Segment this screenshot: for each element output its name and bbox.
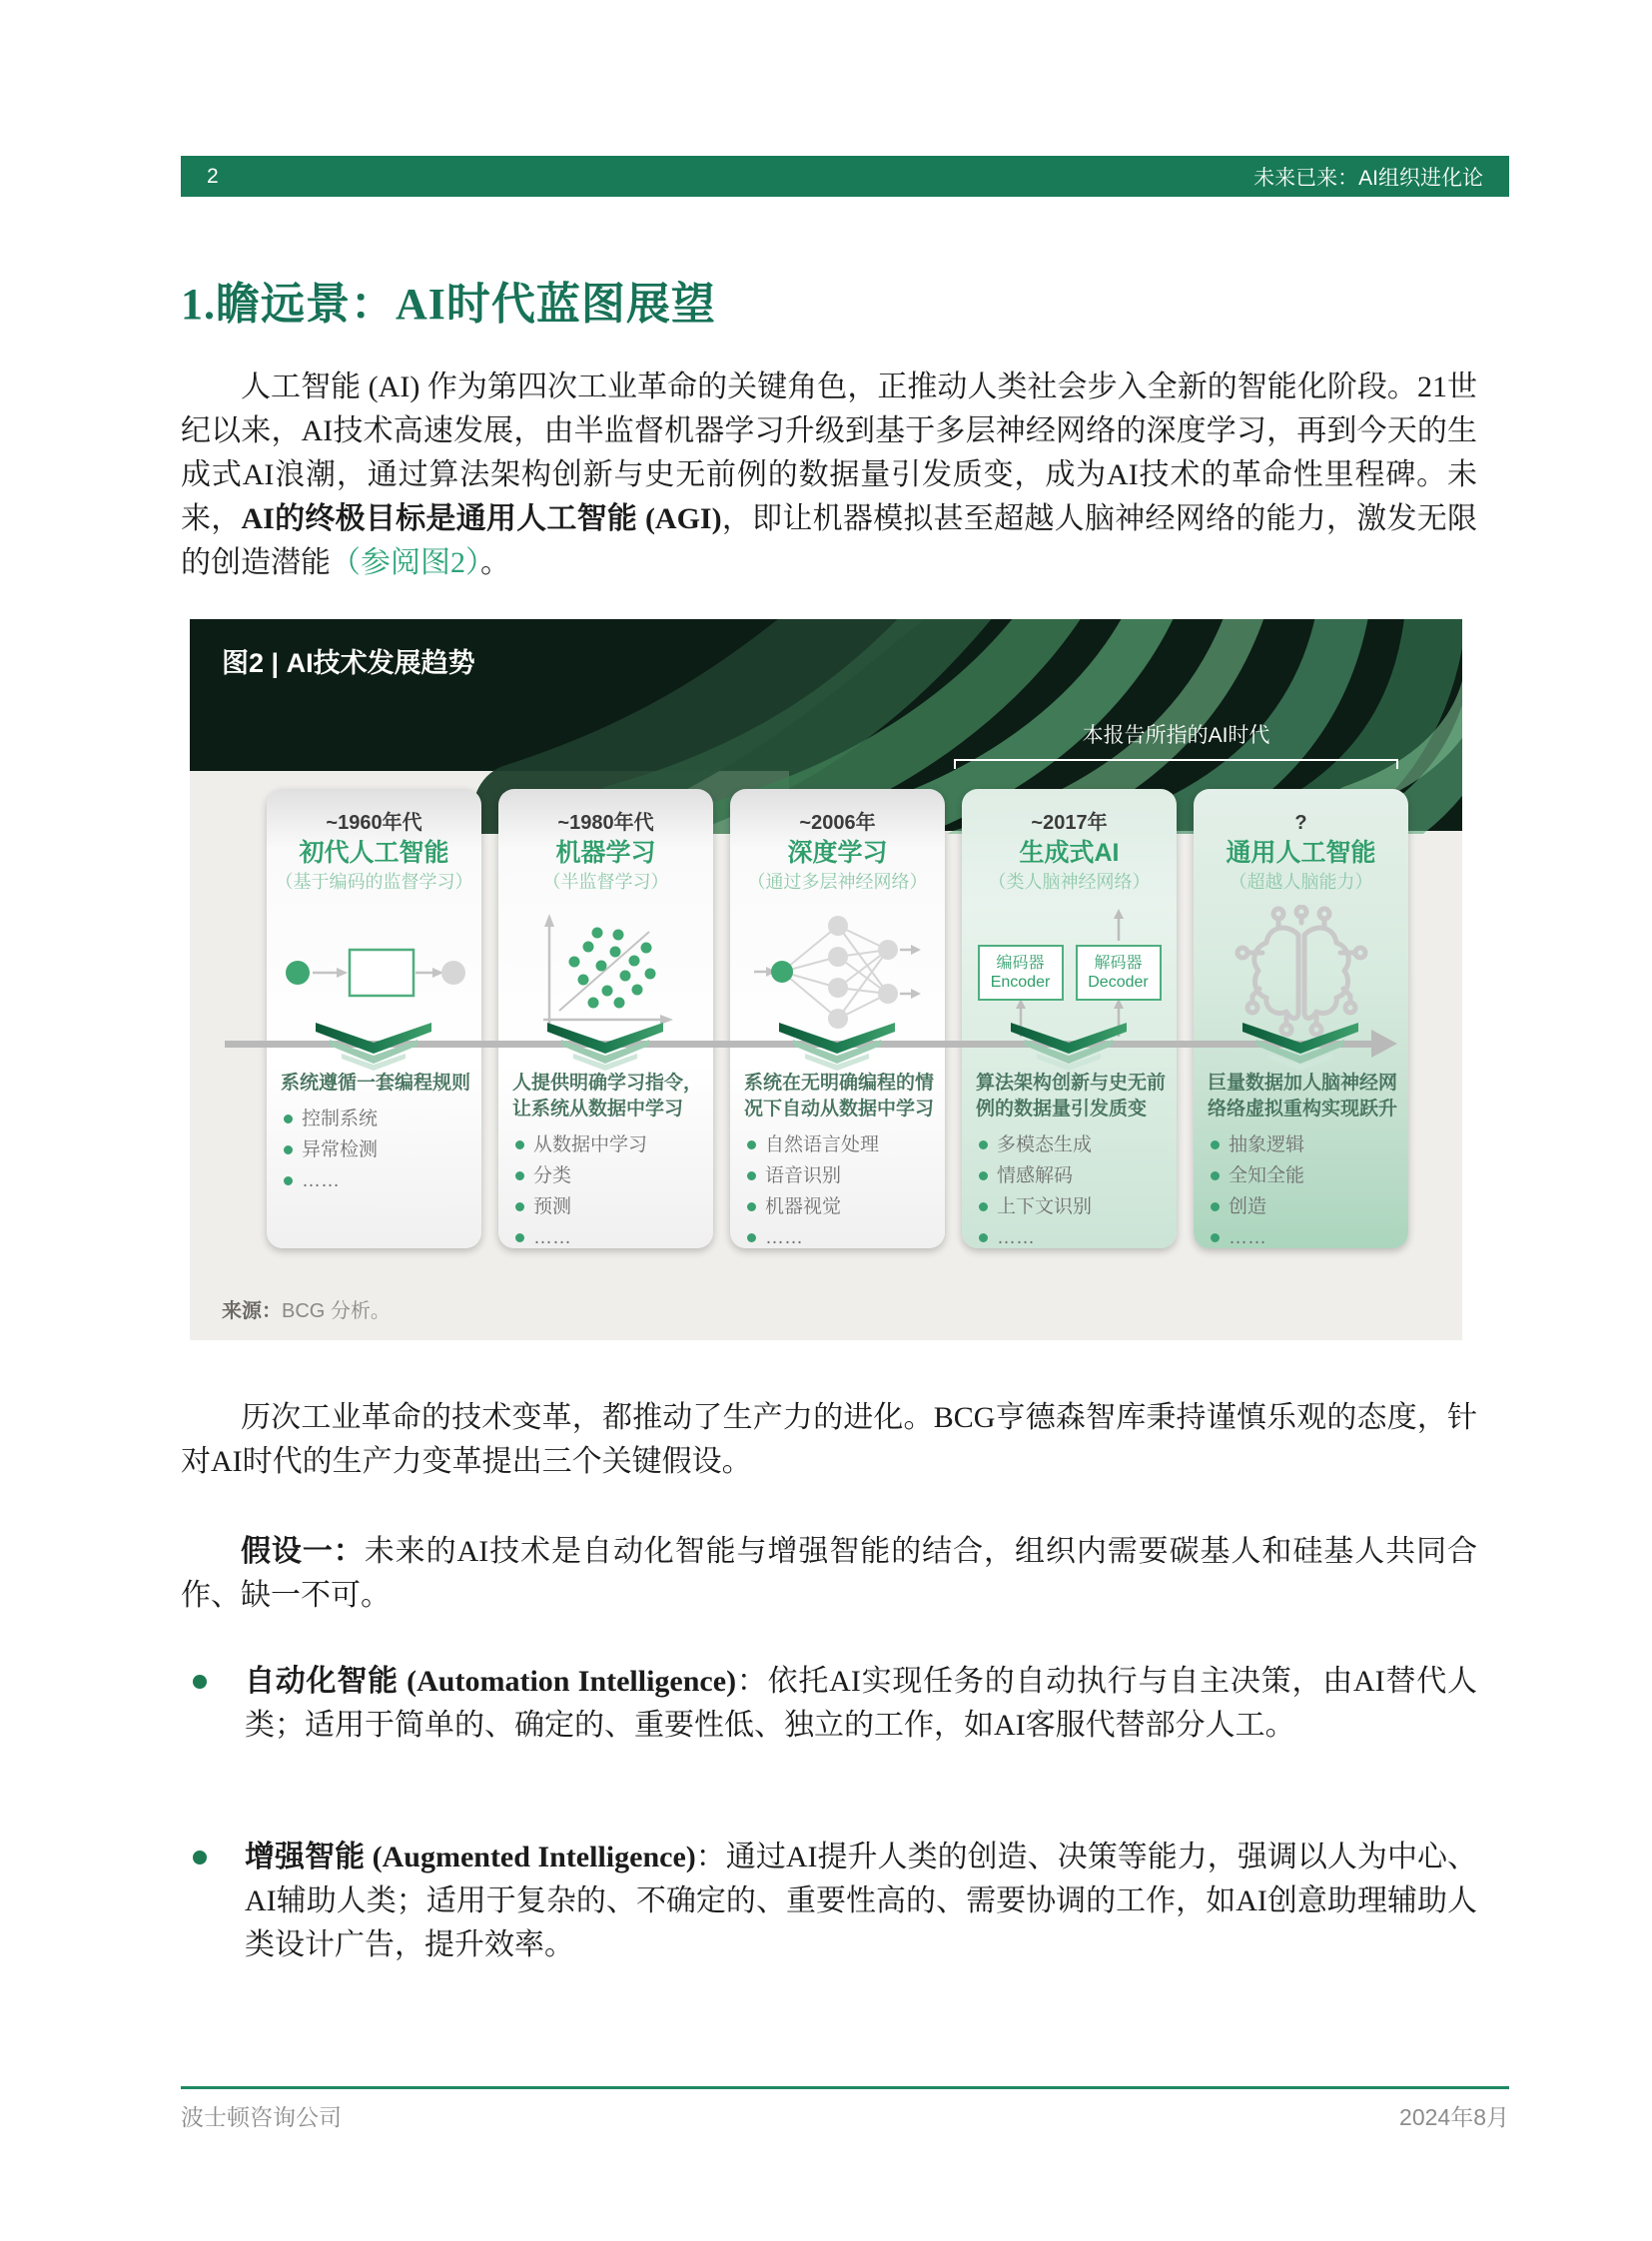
list-item-augmented-intelligence xyxy=(181,1836,1477,1967)
column-bullet: 从数据中学习 xyxy=(512,1129,704,1160)
figure-column-5 xyxy=(1194,789,1408,1248)
intro-text: 人工智能 (AI) 作为第四次工业革命的关键角色，正推动人类社会步入全新的智能化阶段。21世纪以来，AI技术高速发展，由半监督机器学习升级到基于多层神经网络的深度学习，再到今天的生成式AI浪潮，通过算法架构创新与史无前例的数据量引发质变，成为AI技术的革命性里程碑。未来， xyxy=(181,371,1477,535)
column-bullet: …… xyxy=(744,1222,936,1253)
column-heading: 巨量数据加人脑神经网络络虚拟重构实现跃升 xyxy=(1208,1073,1398,1120)
column-title: 机器学习 xyxy=(555,839,656,867)
column-bullet: 创造 xyxy=(1208,1191,1399,1222)
brain-circuit-icon xyxy=(1227,905,1376,1040)
augmented-intelligence-term: 增强智能 (Augmented Intelligence) xyxy=(245,1841,696,1873)
column-heading: 算法架构创新与史无前例的数据量引发质变 xyxy=(976,1073,1167,1120)
footer-rule xyxy=(181,2086,1509,2089)
column-heading: 系统遵循一套编程规则 xyxy=(281,1073,471,1094)
encoder-box: 编码器 Encoder xyxy=(978,945,1064,1001)
pipeline-icon xyxy=(282,927,466,1019)
figure-columns xyxy=(267,789,1408,1248)
list-item-automation-intelligence xyxy=(181,1660,1477,1748)
figure-title: 图2 | AI技术发展趋势 xyxy=(222,648,475,678)
augmented-intelligence-text: ：通过AI提升人类的创造、决策等能力，强调以人为中心、AI辅助人类；适用于复杂的、不确定的、重要性高的、需要协调的工作，如AI创意助理辅助人类设计广告，提升效率。 xyxy=(245,1841,1477,1961)
column-year: ~2006年 xyxy=(799,812,876,834)
column-bullet-list xyxy=(976,1129,1168,1253)
paragraph-revolutions: 历次工业革命的技术变革，都推动了生产力的进化。BCG亨德森智库秉持谨慎乐观的态度，针对AI时代的生产力变革提出三个关键假设。 xyxy=(181,1401,1477,1478)
column-bullet: 控制系统 xyxy=(281,1104,472,1134)
column-bullet-list xyxy=(1208,1129,1399,1253)
decoder-box: 解码器 Decoder xyxy=(1076,945,1162,1001)
ai-era-bracket xyxy=(954,759,1398,769)
pipeline-illustration xyxy=(282,927,466,1024)
column-subtitle: （半监督学习） xyxy=(542,872,669,892)
column-bullet-list xyxy=(281,1104,472,1196)
column-title: 初代人工智能 xyxy=(299,839,449,867)
figure-column-1 xyxy=(267,789,481,1248)
column-bullet: …… xyxy=(281,1165,472,1196)
intro-text-2: ，即让机器模拟甚至超越人脑神经网络的能力，激发无限的创造潜能 xyxy=(181,502,1478,579)
column-bullet: 上下文识别 xyxy=(976,1191,1168,1222)
intro-bold-text: AI的终极目标是通用人工智能 (AGI) xyxy=(241,502,722,535)
column-bullet-list xyxy=(744,1129,936,1253)
figure-column-2 xyxy=(498,789,713,1248)
paragraph-hypothesis-1 xyxy=(181,1530,1477,1618)
figure-source xyxy=(222,1294,391,1323)
report-title: 未来已来：AI组织进化论 xyxy=(1253,166,1483,190)
column-bullet: …… xyxy=(512,1222,704,1253)
column-title: 生成式AI xyxy=(1019,839,1120,867)
intro-text-3: 。 xyxy=(480,546,510,579)
encoder-decoder-diagram xyxy=(974,909,1166,1041)
scatter-plot-icon xyxy=(531,910,681,1036)
column-bullet: 全知全能 xyxy=(1208,1160,1399,1191)
source-label: 来源： xyxy=(222,1300,282,1322)
automation-intelligence-text: ：依托AI实现任务的自动执行与自主决策，由AI替代人类；适用于简单的、确定的、重要性低、独立的工作，如AI客服代替部分人工。 xyxy=(245,1665,1478,1742)
column-year: ? xyxy=(1294,812,1307,834)
column-subtitle: （类人脑神经网络） xyxy=(988,872,1151,892)
figure-column-4 xyxy=(962,789,1177,1248)
column-year: ~2017年 xyxy=(1031,812,1108,834)
scatter-illustration xyxy=(531,910,681,1041)
column-bullet: 预测 xyxy=(512,1191,704,1222)
column-heading: 人提供明确学习指令，让系统从数据中学习 xyxy=(512,1073,703,1120)
column-bullet: …… xyxy=(976,1222,1168,1253)
column-bullet: 情感解码 xyxy=(976,1160,1168,1191)
section-title: 1.瞻远景：AI时代蓝图展望 xyxy=(181,280,716,329)
column-year: ~1960年代 xyxy=(326,812,422,834)
page-footer xyxy=(181,2099,1509,2132)
footer-company: 波士顿咨询公司 xyxy=(181,2104,342,2130)
column-subtitle: （超越人脑能力） xyxy=(1229,872,1373,892)
column-bullet: 分类 xyxy=(512,1160,704,1191)
column-bullet: …… xyxy=(1208,1222,1399,1253)
figure-2-reference-link[interactable]: （参阅图2） xyxy=(331,546,480,579)
column-bullet: 多模态生成 xyxy=(976,1129,1168,1160)
column-bullet: 机器视觉 xyxy=(744,1191,936,1222)
neural-network-icon xyxy=(748,910,928,1036)
automation-intelligence-term: 自动化智能 (Automation Intelligence) xyxy=(245,1665,737,1698)
column-subtitle: （基于编码的监督学习） xyxy=(275,872,473,892)
figure-column-3 xyxy=(730,789,945,1248)
column-heading: 系统在无明确编程的情况下自动从数据中学习 xyxy=(744,1073,935,1120)
hypothesis-1-text: 未来的AI技术是自动化智能与增强智能的结合，组织内需要碳基人和硅基人共同合作、缺一不可。 xyxy=(181,1535,1478,1612)
column-bullet: 抽象逻辑 xyxy=(1208,1129,1399,1160)
column-title: 深度学习 xyxy=(787,839,888,867)
source-text: BCG 分析。 xyxy=(282,1300,391,1322)
network-illustration xyxy=(748,910,928,1041)
ai-era-bracket-label: 本报告所指的AI时代 xyxy=(1082,724,1270,747)
intro-paragraph xyxy=(181,366,1477,585)
page-number: 2 xyxy=(207,164,219,188)
column-bullet: 异常检测 xyxy=(281,1134,472,1165)
hypothesis-1-label: 假设一： xyxy=(241,1535,365,1568)
figure-2 xyxy=(190,619,1462,1340)
footer-date: 2024年8月 xyxy=(1399,2104,1509,2130)
column-subtitle: （通过多层神经网络） xyxy=(747,872,928,892)
column-title: 通用人工智能 xyxy=(1226,839,1376,867)
column-year: ~1980年代 xyxy=(557,812,654,834)
bullet-dot-icon xyxy=(193,1675,207,1689)
column-bullet: 自然语言处理 xyxy=(744,1129,936,1160)
column-bullet-list xyxy=(512,1129,704,1253)
column-bullet: 语音识别 xyxy=(744,1160,936,1191)
brain-illustration xyxy=(1227,905,1376,1045)
bullet-dot-icon xyxy=(193,1851,207,1865)
page-header-bar xyxy=(181,156,1509,197)
